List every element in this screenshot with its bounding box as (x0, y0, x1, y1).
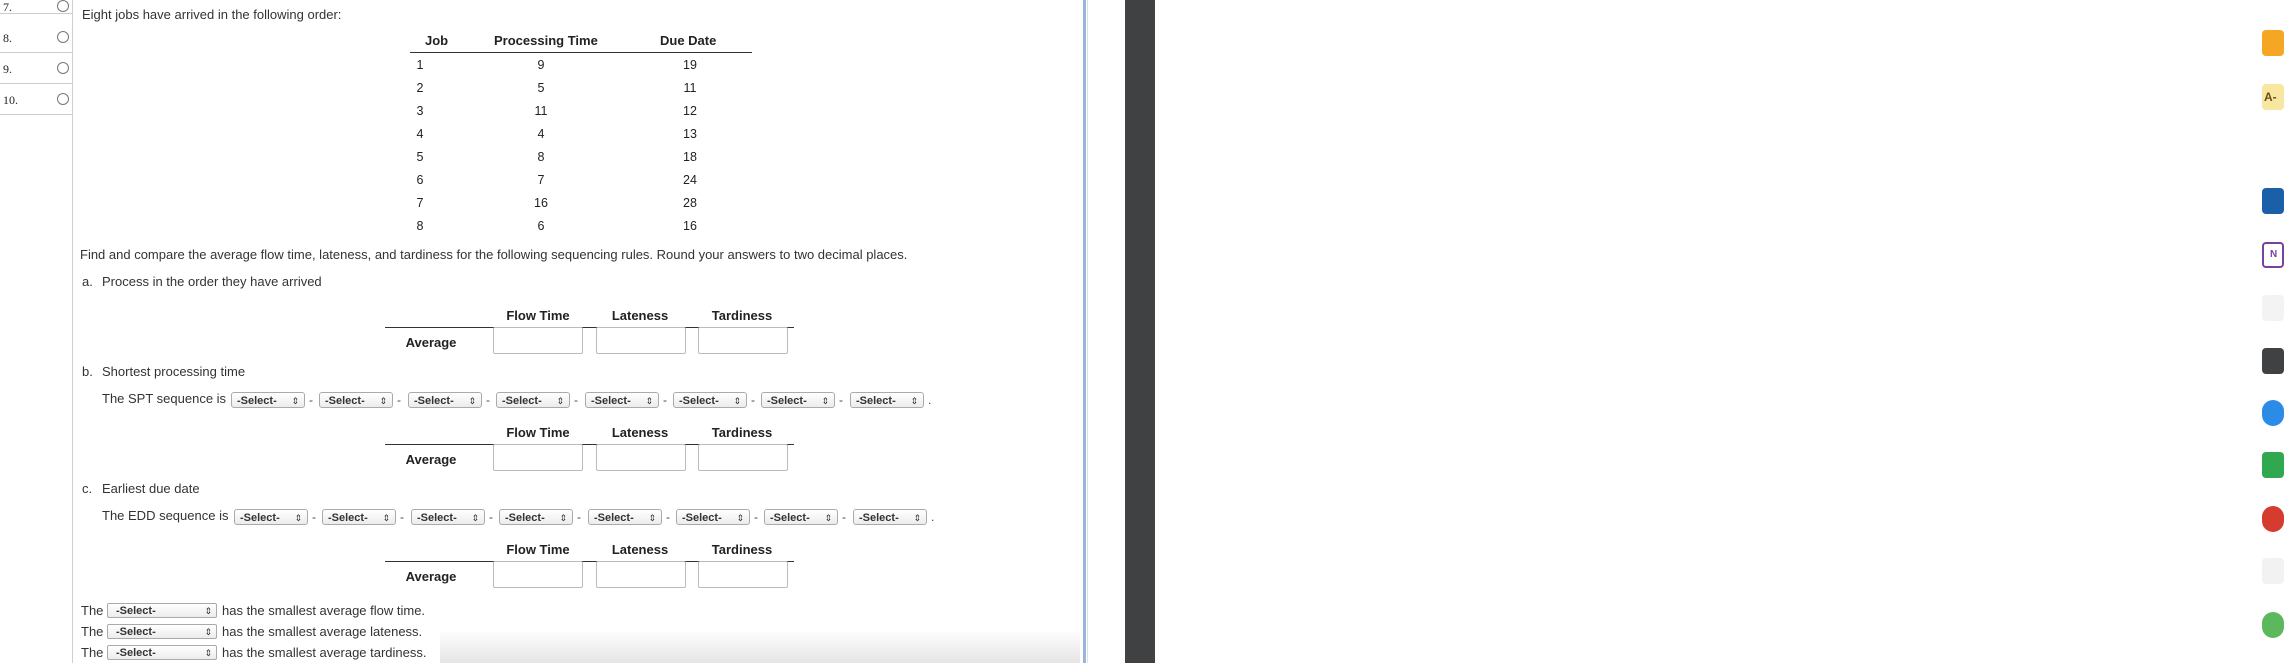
job-cell: 16 (683, 219, 697, 233)
edd-sequence-select[interactable]: -Select- ⇕ (499, 509, 573, 525)
b-tardiness-input[interactable] (698, 444, 788, 471)
sequence-separator: - (312, 510, 316, 524)
updown-icon: ⇕ (821, 396, 829, 406)
header-tardiness: Tardiness (711, 542, 773, 557)
part-b-heading: b. Shortest processing time (82, 364, 246, 379)
b-flow-time-input[interactable] (493, 444, 583, 471)
dock (1125, 0, 2278, 663)
job-cell: 18 (683, 150, 697, 164)
job-cell: 28 (683, 196, 697, 210)
instructions: Find and compare the average flow time, lateness, and tardiness for the following sequencing rules. Round your answers to two decimal places. (80, 247, 908, 262)
question-radio[interactable] (57, 93, 69, 105)
updown-icon: ⇕ (645, 396, 653, 406)
average-label: Average (405, 335, 457, 350)
header-lateness: Lateness (611, 542, 669, 557)
conclusion-select[interactable]: -Select- ⇕ (107, 645, 217, 660)
bottom-shadow (440, 630, 1080, 663)
header-flow-time: Flow Time (506, 542, 570, 557)
sequence-separator: - (486, 393, 490, 407)
sequence-separator: - (400, 510, 404, 524)
question-row-7[interactable] (0, 0, 72, 14)
job-cell: 9 (537, 58, 545, 72)
question-radio[interactable] (57, 0, 69, 12)
scroll-track[interactable] (1083, 0, 1086, 663)
sequence-period: . (931, 510, 935, 524)
wifi-icon[interactable] (2262, 348, 2284, 374)
job-cell: 5 (416, 150, 424, 164)
header-due-date: Due Date (660, 33, 717, 48)
job-cell: 8 (537, 150, 545, 164)
average-label: Average (405, 569, 457, 584)
sequence-separator: - (574, 393, 578, 407)
updown-icon: ⇕ (736, 513, 744, 523)
notes-icon[interactable] (2262, 558, 2284, 584)
question-row-9[interactable] (0, 52, 72, 84)
spt-sequence-select[interactable]: -Select- ⇕ (231, 392, 305, 408)
sequence-separator: - (663, 393, 667, 407)
edd-sequence-select[interactable]: -Select- ⇕ (853, 509, 927, 525)
spt-sequence-label: The SPT sequence is (102, 391, 227, 406)
c-flow-time-input[interactable] (493, 561, 583, 588)
edd-sequence-select[interactable]: -Select- ⇕ (322, 509, 396, 525)
job-cell: 6 (537, 219, 545, 233)
edd-sequence-select[interactable]: -Select- ⇕ (411, 509, 485, 525)
stickies-icon[interactable] (2262, 295, 2284, 321)
updown-icon: ⇕ (382, 513, 390, 523)
edd-sequence-label: The EDD sequence is (102, 508, 229, 523)
conclusion-tardiness: The -Select- ⇕ has the smallest average tardiness. (81, 645, 427, 660)
results-table-a (385, 308, 794, 378)
sequence-separator: - (397, 393, 401, 407)
question-number: 9. (3, 62, 12, 76)
job-cell: 1 (416, 58, 424, 72)
sequence-period: . (928, 393, 932, 407)
conclusion-select[interactable]: -Select- ⇕ (107, 624, 217, 639)
scroll-track-edge (1087, 0, 1088, 663)
job-cell: 7 (537, 173, 545, 187)
job-cell: 11 (534, 104, 548, 118)
sequence-separator: - (751, 393, 755, 407)
drive-icon[interactable] (2262, 452, 2284, 478)
updown-icon: ⇕ (204, 648, 212, 658)
onenote-icon[interactable]: N (2262, 242, 2284, 268)
updown-icon: ⇕ (204, 627, 212, 637)
header-processing-time: Processing Time (494, 33, 598, 48)
sequence-separator: - (839, 393, 843, 407)
header-tardiness: Tardiness (711, 425, 773, 440)
job-cell: 8 (416, 219, 424, 233)
updown-icon: ⇕ (468, 396, 476, 406)
c-lateness-input[interactable] (596, 561, 686, 588)
results-table-c (385, 542, 794, 612)
edd-sequence-select[interactable]: -Select- ⇕ (234, 509, 308, 525)
job-cell: 7 (416, 196, 424, 210)
header-lateness: Lateness (611, 425, 669, 440)
job-cell: 4 (537, 127, 545, 141)
a-lateness-input[interactable] (596, 327, 686, 354)
updown-icon: ⇕ (556, 396, 564, 406)
edd-sequence-select[interactable]: -Select- ⇕ (676, 509, 750, 525)
sequence-separator: - (666, 510, 670, 524)
cloud-icon[interactable] (2262, 400, 2284, 426)
updown-icon: ⇕ (471, 513, 479, 523)
b-lateness-input[interactable] (596, 444, 686, 471)
spt-sequence-select[interactable]: -Select- ⇕ (496, 392, 570, 408)
question-number: 10. (3, 93, 18, 107)
conclusion-lateness: The -Select- ⇕ has the smallest average lateness. (81, 624, 423, 639)
updown-icon: ⇕ (379, 396, 387, 406)
book-icon[interactable] (2262, 188, 2284, 214)
header-job: Job (425, 33, 449, 48)
spt-sequence-select[interactable]: -Select- ⇕ (673, 392, 747, 408)
updown-icon: ⇕ (294, 513, 302, 523)
spt-sequence-select[interactable]: -Select- ⇕ (761, 392, 835, 408)
header-lateness: Lateness (611, 308, 669, 323)
spt-sequence-select[interactable]: -Select- ⇕ (319, 392, 393, 408)
sequence-separator: - (489, 510, 493, 524)
average-label: Average (405, 452, 457, 467)
divider (72, 0, 73, 663)
header-rule (410, 52, 752, 53)
spt-sequence-select[interactable]: -Select- ⇕ (585, 392, 659, 408)
job-cell: 11 (683, 81, 697, 95)
updown-icon: ⇕ (648, 513, 656, 523)
c-tardiness-input[interactable] (698, 561, 788, 588)
rss-icon[interactable] (2262, 30, 2284, 56)
a-flow-time-input[interactable] (493, 327, 583, 354)
sequence-separator: - (309, 393, 313, 407)
job-cell: 19 (683, 58, 697, 72)
intro-text: Eight jobs have arrived in the following order: (82, 7, 342, 22)
updown-icon: ⇕ (559, 513, 567, 523)
a-tardiness-input[interactable] (698, 327, 788, 354)
office-icon[interactable] (2262, 138, 2284, 164)
question-number: 7. (3, 0, 12, 14)
part-c-heading: c. Earliest due date (82, 481, 200, 496)
job-cell: 3 (416, 104, 424, 118)
job-cell: 24 (683, 173, 697, 187)
spt-sequence-select[interactable]: -Select- ⇕ (850, 392, 924, 408)
question-radio[interactable] (57, 31, 69, 43)
conclusion-select[interactable]: -Select- ⇕ (107, 603, 217, 618)
sequence-separator: - (577, 510, 581, 524)
header-tardiness: Tardiness (711, 308, 773, 323)
updown-icon: ⇕ (824, 513, 832, 523)
acrobat-icon[interactable] (2262, 506, 2284, 532)
job-cell: 5 (537, 81, 545, 95)
job-cell: 2 (416, 81, 424, 95)
edd-sequence-select[interactable]: -Select- ⇕ (764, 509, 838, 525)
header-flow-time: Flow Time (506, 425, 570, 440)
spt-sequence-select[interactable]: -Select- ⇕ (408, 392, 482, 408)
conclusion-flow-time: The -Select- ⇕ has the smallest average flow time. (81, 603, 426, 618)
updown-icon: ⇕ (910, 396, 918, 406)
question-radio[interactable] (57, 62, 69, 74)
results-table-b (385, 425, 794, 495)
job-cell: 16 (534, 196, 548, 210)
edd-sequence-select[interactable]: -Select- ⇕ (588, 509, 662, 525)
question-row-8[interactable] (0, 21, 72, 53)
updown-icon: ⇕ (204, 606, 212, 616)
job-cell: 13 (683, 127, 697, 141)
sequence-separator: - (754, 510, 758, 524)
chat-icon[interactable] (2262, 612, 2284, 638)
job-cell: 4 (416, 127, 424, 141)
job-cell: 6 (416, 173, 424, 187)
updown-icon: ⇕ (291, 396, 299, 406)
part-a-heading: a. Process in the order they have arrived (82, 274, 322, 289)
question-number: 8. (3, 31, 12, 45)
header-flow-time: Flow Time (506, 308, 570, 323)
dictionary-icon[interactable]: A- (2262, 84, 2284, 110)
updown-icon: ⇕ (733, 396, 741, 406)
sequence-separator: - (842, 510, 846, 524)
updown-icon: ⇕ (913, 513, 921, 523)
job-cell: 12 (683, 104, 697, 118)
question-row-10[interactable] (0, 83, 72, 115)
